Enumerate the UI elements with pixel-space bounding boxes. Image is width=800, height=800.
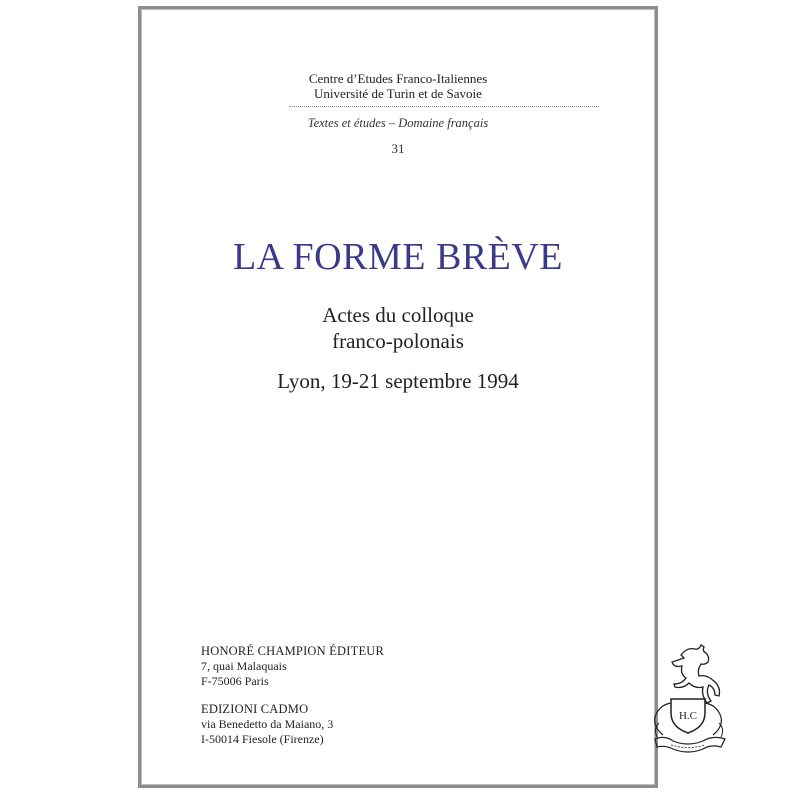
publisher-address-line-1: 7, quai Malaquais	[201, 659, 287, 673]
book-cover	[138, 6, 698, 788]
publisher-block-1	[201, 644, 384, 689]
publisher-address-line-1: via Benedetto da Maiano, 3	[201, 717, 334, 731]
book-title: LA FORME BRÈVE	[232, 236, 564, 278]
institution-line-2: Université de Turin et de Savoie	[314, 86, 482, 101]
publisher-address-line-2: I-50014 Fiesole (Firenze)	[201, 732, 324, 746]
logo-monogram: H.C	[678, 710, 698, 722]
institution-block	[141, 71, 655, 101]
publisher-name: HONORÉ CHAMPION ÉDITEUR	[201, 644, 385, 658]
publisher-block-2	[201, 702, 333, 747]
subtitle-block	[141, 302, 655, 354]
subtitle-line-1: Actes du colloque	[322, 303, 474, 327]
publisher-address-line-2: F-75006 Paris	[201, 674, 269, 688]
institution-line-1: Centre d’Etudes Franco-Italiennes	[308, 71, 488, 86]
horse-crest-icon	[641, 637, 741, 755]
publisher-name: EDIZIONI CADMO	[201, 702, 309, 716]
subtitle-line-2: franco-polonais	[332, 329, 464, 353]
divider-rule	[289, 106, 599, 107]
series-name: Textes et études – Domaine français	[307, 116, 489, 130]
series-number: 31	[391, 141, 405, 156]
event-dates: Lyon, 19-21 septembre 1994	[277, 369, 519, 393]
